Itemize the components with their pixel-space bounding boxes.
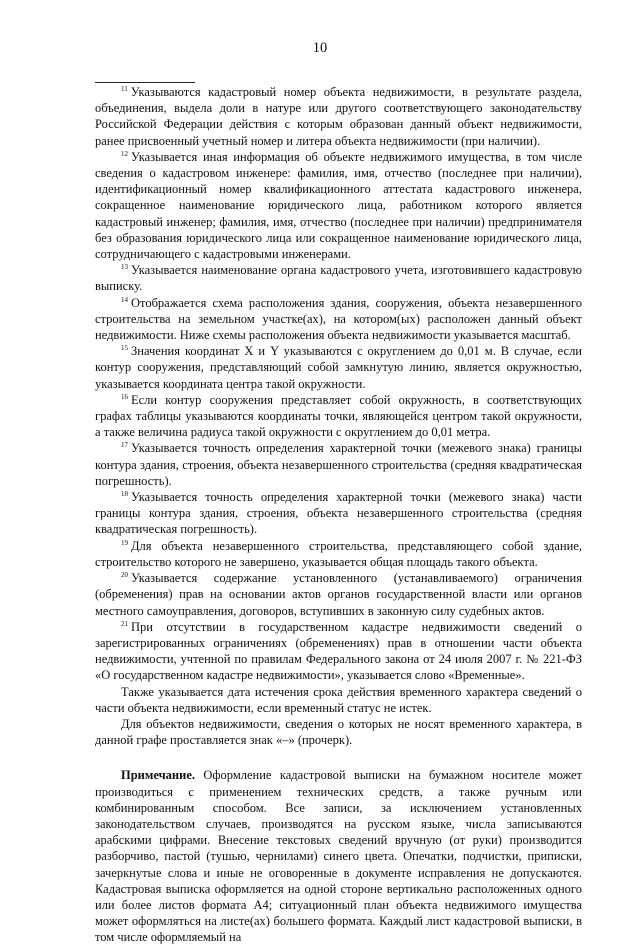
footnote-12 <box>95 149 582 262</box>
footnote-20 <box>95 570 582 619</box>
footnote-number: 19 <box>121 538 128 547</box>
footnote-11 <box>95 84 582 149</box>
footnote-text: Указывается наименование органа кадастрового учета, изготовившего кадастровую выписку. <box>95 263 582 294</box>
footnote-text: Отображается схема расположения здания, сооружения, объекта незавершенного строительства на земельном участке(ах), на котором(ых) расположен данный объект недвижимости. Ниже схемы расположения объекта недвижимости указывается масштаб. <box>95 295 582 343</box>
footnote-number: 14 <box>121 295 128 304</box>
paragraph-expiry-date: Также указывается дата истечения срока действия временного характера сведений о части объекта недвижимости, если временный статус не истек. <box>95 684 582 715</box>
footnote-text: Указывается точность определения характерной точки (межевого знака) части границы контура здания, строения, объекта незавершенного строительства (средняя квадратическая погрешность). <box>95 490 582 537</box>
footnote-number: 16 <box>121 392 128 401</box>
footnote-21 <box>95 619 582 684</box>
footnote-14 <box>95 295 582 344</box>
note-paragraph <box>95 767 582 945</box>
footnote-17 <box>95 440 582 489</box>
footnote-19 <box>95 538 582 570</box>
footnote-text: Указываются кадастровый номер объекта недвижимости, в результате раздела, объединения, выдела доли в натуре или другого соответствующего законодательству Российской Федерации действия с которым образован данный объект недвижимости, ранее присвоенный учетный номер и литера объекта недвижимости (при наличии). <box>95 85 582 148</box>
footnote-number: 13 <box>121 263 128 272</box>
footnote-text: Если контур сооружения представляет собой окружность, в соответствующих графах таблицы указываются координаты точки, являющейся центром такой окружности, а также величина радиуса такой окружности с округлением до 0,01 метра. <box>95 392 582 440</box>
footnote-number: 17 <box>121 441 128 450</box>
footnotes-body <box>95 84 582 946</box>
footnote-number: 15 <box>121 344 128 353</box>
footnote-text: Значения координат X и Y указываются с округлением до 0,01 м. В случае, если контур сооружения, представляющий собой замкнутую линию, является окружностью, указывается координата центра такой окружности. <box>95 344 582 391</box>
footnote-separator <box>95 82 195 83</box>
footnote-number: 11 <box>121 85 128 93</box>
footnote-number: 21 <box>121 619 128 628</box>
footnote-18 <box>95 489 582 538</box>
footnote-13 <box>95 262 582 294</box>
footnote-number: 20 <box>121 571 128 580</box>
note-text: Оформление кадастровой выписки на бумажном носителе может производиться с применением технических средств, а также ручным или комбинированным способом. Все записи, за исключением установленных законодательством случаев, производятся на русском языке, числа записываются арабскими цифрами. Внесение текстовых сведений вручную (от руки) производится разборчиво, пастой (тушью, чернилами) синего цвета. Опечатки, подчистки, приписки, зачеркнутые слова и иные не оговоренные в документе исправления не допускаются. Кадастровая выписка оформляется на одной стороне вертикально расположенных одного или более листов формата А4; ситуационный план объекта недвижимого имущества может оформляться на листе(ах) большего формата. Каждый лист кадастровой выписки, в том числе оформляемый на <box>95 768 582 945</box>
footnote-number: 18 <box>121 490 128 499</box>
footnote-text: Указывается содержание установленного (устанавливаемого) ограничения (обременения) прав на основании актов органов государственной власти или органов местного самоуправления, договоров, вступивших в законную силу судебных актов. <box>95 571 582 618</box>
footnote-text: Указывается иная информация об объекте недвижимого имущества, в том числе сведения о кадастровом инженере: фамилия, имя, отчество (последнее при наличии), идентификационный номер квалификационного аттестата кадастрового инженера, сокращенное наименование юридического лица, работником которого является кадастровый инженер; фамилия, имя, отчество (последнее при наличии) предпринимателя без образования юридического лица или сокращенное наименование юридического лица, сотрудничающего с кадастровыми инженерами. <box>95 149 582 262</box>
note-label: Примечание. <box>121 768 196 783</box>
footnote-16 <box>95 392 582 441</box>
paragraph-dash-sign: Для объектов недвижимости, сведения о которых не носят временного характера, в данной графе проставляется знак «–» (прочерк). <box>95 716 582 748</box>
footnote-text: Для объекта незавершенного строительства, представляющего собой здание, строительство которого не завершено, указывается общая площадь такого объекта. <box>95 538 582 569</box>
footnote-text: При отсутствии в государственном кадастре недвижимости сведений о зарегистрированных ограничениях (обременениях) прав в отношении части объекта недвижимости, учтенной по правилам Федерального закона от 24 июля 2007 г. № 221-ФЗ «О государственном кадастре недвижимости», указывается слово «Временные». <box>95 619 582 683</box>
footnote-number: 12 <box>121 149 128 158</box>
page-number: 10 <box>312 40 328 56</box>
footnote-text: Указывается точность определения характерной точки (межевого знака) границы контура здания, строения, объекта незавершенного строительства (средняя квадратическая погрешность). <box>95 441 582 488</box>
footnote-15 <box>95 343 582 392</box>
